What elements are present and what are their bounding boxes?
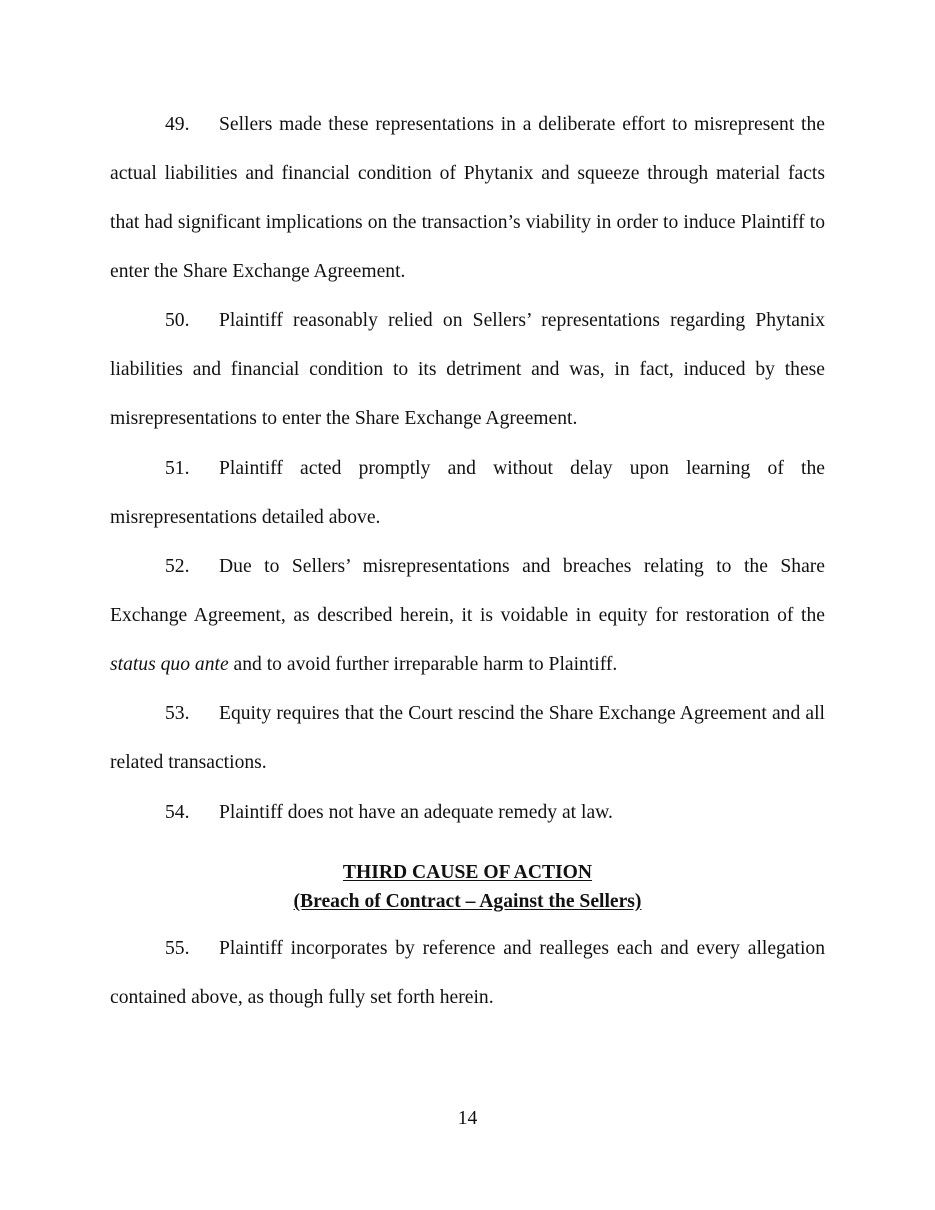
section-subtitle-text: (Breach of Contract – Against the Sellers) [293, 891, 642, 912]
paragraph-number: 55. [165, 938, 190, 959]
page-number: 14 [457, 1108, 478, 1129]
paragraph-50 [110, 296, 825, 443]
paragraph-53 [110, 689, 825, 787]
paragraph-52 [110, 542, 825, 689]
section-title [110, 858, 825, 887]
paragraph-55 [110, 924, 825, 1022]
paragraph-text: Plaintiff acted promptly and without delay upon learning of the misrepresentations detailed above. [110, 458, 825, 528]
paragraph-italic-text: status quo ante [110, 654, 229, 675]
paragraph-54 [110, 788, 825, 837]
paragraph-text: Plaintiff incorporates by reference and realleges each and every allegation contained above, as though fully set forth herein. [110, 938, 825, 1008]
paragraph-number: 50. [165, 310, 190, 331]
section-title-text: THIRD CAUSE OF ACTION [342, 862, 593, 883]
paragraph-number: 53. [165, 703, 190, 724]
paragraph-51 [110, 444, 825, 542]
paragraph-text: Due to Sellers’ misrepresentations and breaches relating to the Share Exchange Agreement, as described herein, it is voidable in equity for restoration of the [110, 556, 825, 626]
paragraph-number: 51. [165, 458, 190, 479]
paragraph-text: Plaintiff reasonably relied on Sellers’ representations regarding Phytanix liabilities and financial condition to its detriment and was, in fact, induced by these misrepresentations to enter the Share Exchange Agreement. [110, 310, 825, 429]
paragraph-text: Plaintiff does not have an adequate remedy at law. [219, 802, 613, 823]
section-subtitle [110, 887, 825, 916]
paragraph-text-continued: and to avoid further irreparable harm to Plaintiff. [228, 654, 618, 675]
paragraph-number: 54. [165, 802, 190, 823]
paragraph-number: 49. [165, 114, 190, 135]
paragraph-text: Equity requires that the Court rescind the Share Exchange Agreement and all related transactions. [110, 703, 825, 773]
paragraph-49 [110, 100, 825, 296]
paragraph-text: Sellers made these representations in a deliberate effort to misrepresent the actual liabilities and financial condition of Phytanix and squeeze through material facts that had significant implications on the transaction’s viability in order to induce Plaintiff to enter the Share Exchange Agreement. [110, 114, 825, 282]
paragraph-number: 52. [165, 556, 190, 577]
